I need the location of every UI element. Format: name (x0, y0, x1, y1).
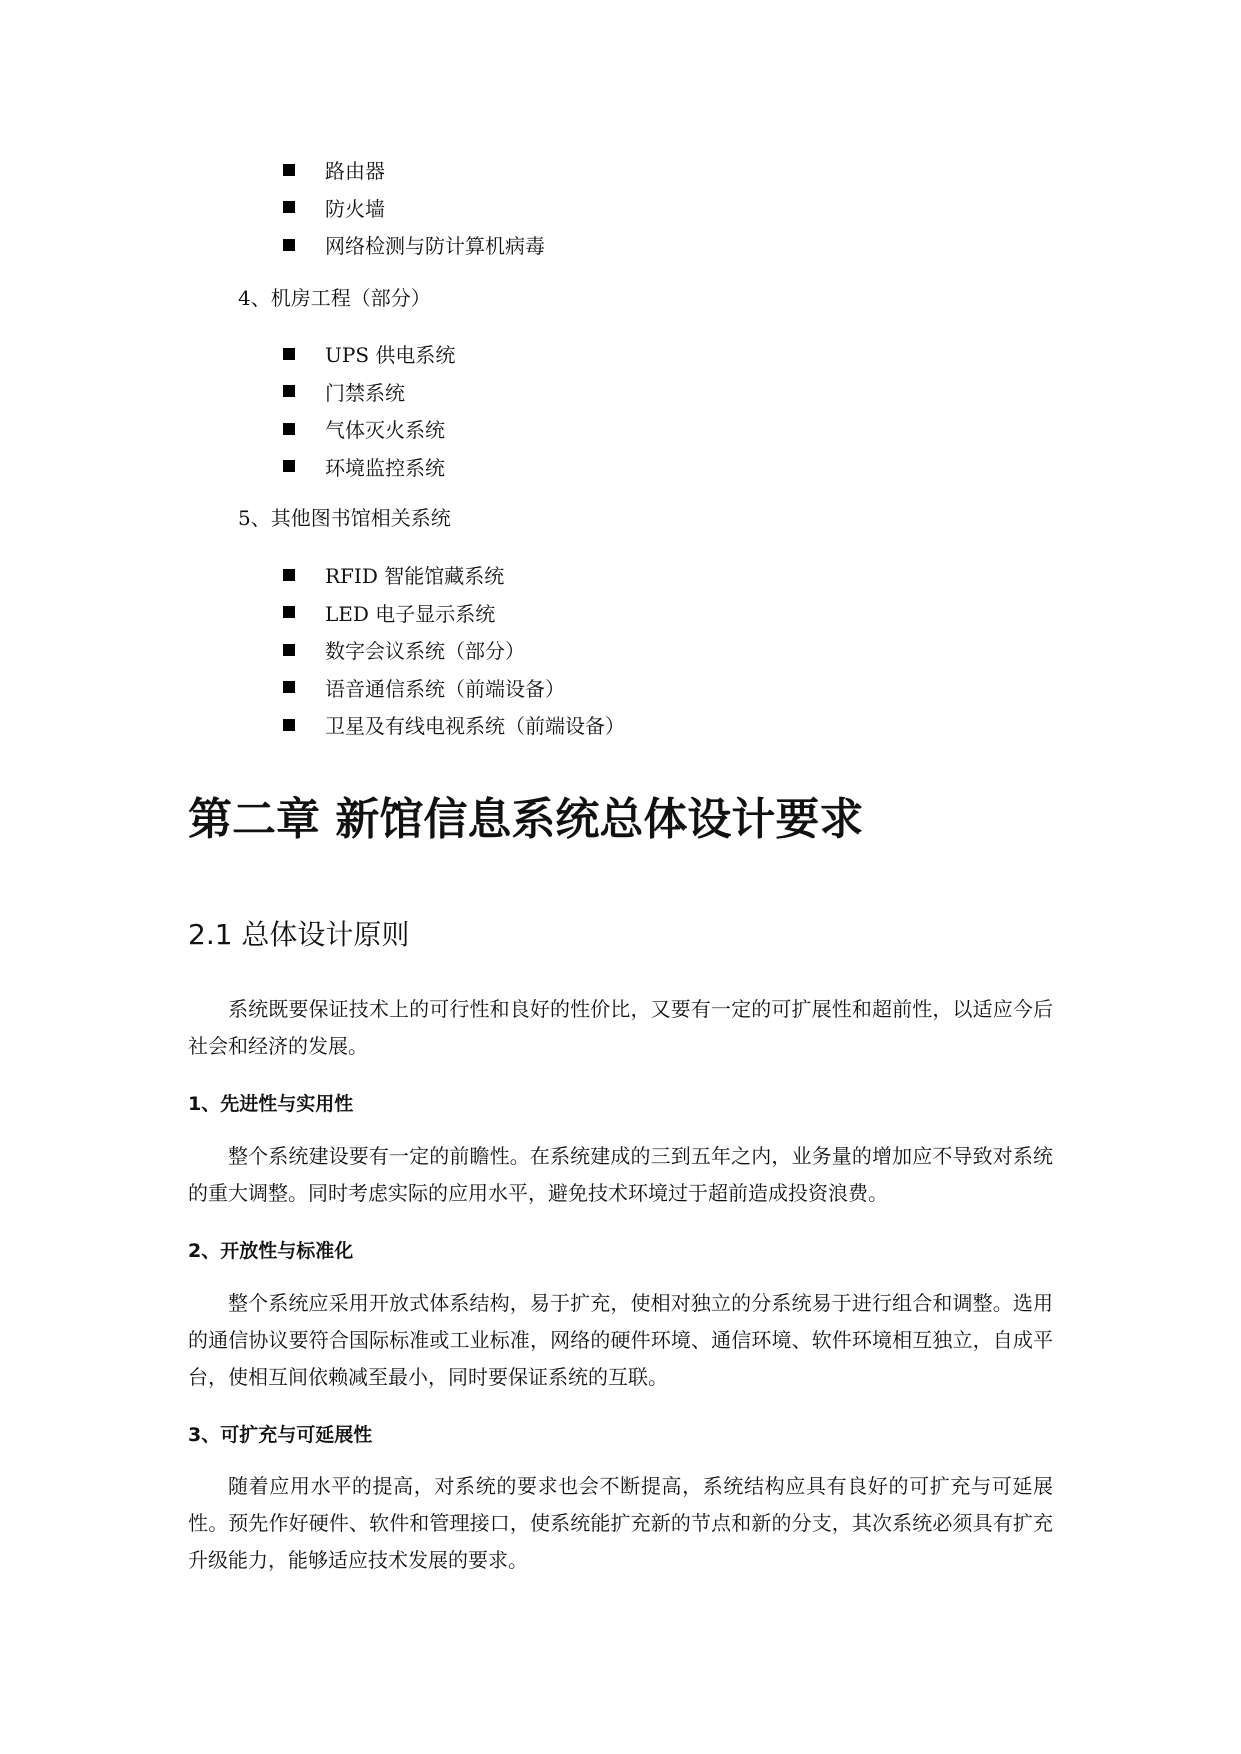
list-item: 数字会议系统（部分） (283, 633, 625, 671)
list-item: 网络检测与防计算机病毒 (283, 228, 545, 266)
section-title: 2.1 总体设计原则 (188, 918, 410, 951)
square-bullet-icon (283, 201, 295, 213)
principle-1-heading: 1、先进性与实用性 (188, 1093, 354, 1115)
square-bullet-icon (283, 719, 295, 731)
square-bullet-icon (283, 681, 295, 693)
section-intro-paragraph: 系统既要保证技术上的可行性和良好的性价比，又要有一定的可扩展性和超前性，以适应今后社会和经济的发展。 (188, 997, 1053, 1058)
square-bullet-icon (283, 164, 295, 176)
list-item: 路由器 (283, 153, 545, 191)
square-bullet-icon (283, 348, 295, 360)
square-bullet-icon (283, 460, 295, 472)
square-bullet-icon (283, 644, 295, 656)
library-systems-list (283, 558, 625, 746)
item-4-title: 4、机房工程（部分） (238, 286, 431, 310)
square-bullet-icon (283, 569, 295, 581)
list-item: 气体灭火系统 (283, 412, 455, 450)
list-item: UPS 供电系统 (283, 337, 455, 375)
square-bullet-icon (283, 385, 295, 397)
list-item: LED 电子显示系统 (283, 596, 625, 634)
principle-2-paragraph: 整个系统应采用开放式体系结构，易于扩充，使相对独立的分系统易于进行组合和调整。选用的通信协议要符合国际标准或工业标准，网络的硬件环境、通信环境、软件环境相互独立，自成平台，使相互间依赖减至最小，同时要保证系统的互联。 (188, 1291, 1053, 1389)
list-item: 环境监控系统 (283, 450, 455, 488)
principle-1-paragraph: 整个系统建设要有一定的前瞻性。在系统建成的三到五年之内，业务量的增加应不导致对系统的重大调整。同时考虑实际的应用水平，避免技术环境过于超前造成投资浪费。 (188, 1144, 1053, 1205)
square-bullet-icon (283, 606, 295, 618)
list-item: 卫星及有线电视系统（前端设备） (283, 708, 625, 746)
machine-room-list (283, 337, 455, 487)
square-bullet-icon (283, 239, 295, 251)
list-item: RFID 智能馆藏系统 (283, 558, 625, 596)
item-5-title: 5、其他图书馆相关系统 (238, 506, 451, 530)
chapter-title: 第二章 新馆信息系统总体设计要求 (188, 794, 864, 845)
list-item: 语音通信系统（前端设备） (283, 671, 625, 709)
network-equipment-list (283, 153, 545, 266)
principle-2-heading: 2、开放性与标准化 (188, 1240, 354, 1262)
list-item: 门禁系统 (283, 375, 455, 413)
square-bullet-icon (283, 423, 295, 435)
list-item: 防火墙 (283, 191, 545, 229)
principle-3-heading: 3、可扩充与可延展性 (188, 1424, 373, 1446)
principle-3-paragraph: 随着应用水平的提高，对系统的要求也会不断提高，系统结构应具有良好的可扩充与可延展性。预先作好硬件、软件和管理接口，使系统能扩充新的节点和新的分支，其次系统必须具有扩充升级能力，能够适应技术发展的要求。 (188, 1474, 1053, 1572)
